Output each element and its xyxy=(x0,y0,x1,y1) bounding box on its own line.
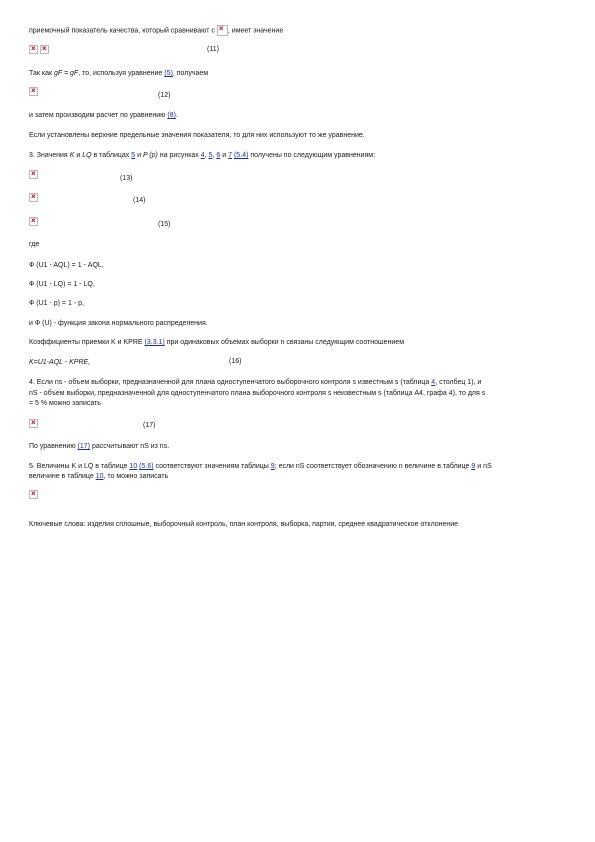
paragraph-text: По уравнению xyxy=(29,443,76,450)
paragraph-6-line-2 xyxy=(29,472,168,481)
broken-image-icon xyxy=(217,25,228,36)
paragraph-text: и xyxy=(222,152,227,159)
table-link[interactable]: 9 xyxy=(270,463,275,470)
paragraph-4 xyxy=(29,378,569,387)
formula-line: Ф (U1 - AQL) = 1 - AQL, xyxy=(29,262,104,269)
paragraph-text: , то можно записать xyxy=(103,473,169,480)
paragraph-text: , имеет значение xyxy=(227,27,284,35)
formula-text: K=U1-AQL - KPRE, xyxy=(29,359,91,366)
broken-image-icon xyxy=(29,45,38,54)
paragraph-text: , то, используя уравнение xyxy=(78,70,163,77)
equation-link[interactable]: (8) xyxy=(167,112,176,119)
paragraph-text: на рисунках xyxy=(159,152,199,159)
formula-text: gF = gF xyxy=(54,70,79,77)
keywords: Ключевые слова: изделия сплошные, выборочный контроль, план контроля, выборка, партия, среднее квадратическое отклонение xyxy=(29,521,459,528)
text-line-1 xyxy=(29,25,283,36)
paragraph-text: 3. Значения xyxy=(29,152,68,159)
figure-link[interactable]: 5 xyxy=(208,152,213,159)
paragraph-text: 4. Если ns - объем выборки, предназначенной для плана одноступенчатого выборочного контроля s известным s (таблица xyxy=(29,379,430,386)
paragraph-text: 5. Величины K и LQ в таблице xyxy=(29,463,128,470)
text-line: и Ф (U) - функция закона нормального распределения. xyxy=(29,320,208,327)
paragraph-text: рассчитывают nS из ns. xyxy=(91,443,170,450)
paragraph-text: соответствуют значениям таблицы xyxy=(155,463,269,470)
formula-text: LQ xyxy=(82,152,92,159)
paragraph-text: величине в таблице xyxy=(29,473,94,480)
paragraph-text: . xyxy=(175,112,178,119)
formula-line: Ф (U1 - LQ) = 1 - LQ, xyxy=(29,281,95,288)
broken-image-icon xyxy=(29,170,38,179)
text-line-3 xyxy=(29,111,178,120)
table-link[interactable]: 10 xyxy=(129,463,138,470)
table-link[interactable]: 10 xyxy=(95,473,104,480)
equation-link[interactable]: (5) xyxy=(164,70,173,77)
text-line-p5 xyxy=(29,442,169,451)
text-where: где xyxy=(29,241,40,248)
table-link[interactable]: 4 xyxy=(431,379,436,386)
text-line-coef xyxy=(29,338,404,347)
paragraph-text: при одинаковых объемах выборки n связаны следующим соотношением xyxy=(166,339,405,346)
broken-image-icon xyxy=(29,490,38,499)
text-line-4: Если установлены верхние предельные значения показателя, то для них используют то же уравнение. xyxy=(29,132,365,139)
paragraph-text: и xyxy=(76,152,81,159)
section-link[interactable]: (5.4) xyxy=(233,152,249,159)
paragraph-text: и nS xyxy=(477,463,492,470)
paragraph-text: в таблицах xyxy=(93,152,130,159)
equation-number: (14) xyxy=(133,197,146,204)
paragraph-text: Так как xyxy=(29,70,53,77)
paragraph-text: , получаем xyxy=(172,70,209,77)
broken-image-icon xyxy=(29,217,38,226)
equation-number: (12) xyxy=(158,92,171,99)
section-link[interactable]: (5.6) xyxy=(139,463,154,470)
broken-image-icon xyxy=(29,419,38,428)
paragraph-text: Коэффициенты приемки K и KPRE xyxy=(29,339,143,346)
equation-number: (15) xyxy=(158,221,171,228)
formula-line xyxy=(29,358,90,367)
paragraph-6 xyxy=(29,462,492,471)
equation-number: (17) xyxy=(143,422,156,429)
paragraph-text: и затем производим расчет по уравнению xyxy=(29,112,166,119)
equation-link[interactable]: (17) xyxy=(77,443,90,450)
text-line-5: 3. Значения K и LQ в таблицах 5 и P (p) на рисунках 4, 5, 6 и 7 (5.4) получены по следующим уравнениям: xyxy=(29,152,376,159)
broken-image-icon xyxy=(29,87,38,96)
equation-number: (13) xyxy=(120,175,133,182)
equation-number: (16) xyxy=(229,358,242,365)
paragraph-text: получены по следующим уравнениям: xyxy=(250,152,376,159)
section-link[interactable]: (3.3.1) xyxy=(144,339,165,346)
table-link[interactable]: 5 xyxy=(131,152,136,159)
text-line-2 xyxy=(29,69,208,78)
paragraph-text: , столбец 1), и xyxy=(435,379,482,386)
paragraph-text: и xyxy=(137,152,141,159)
formula-line: Ф (U1 - p) = 1 - p, xyxy=(29,300,84,307)
paragraph-text: ; если nS соответствует обозначению n величине в таблице xyxy=(274,463,470,470)
figure-link[interactable]: 6 xyxy=(216,152,221,159)
paragraph-4-line-2: nS - объем выборки, предназначенной для одноступенчатого плана выборочного контроля s неизвестным s (таблица A4, графа 4), то для s xyxy=(29,390,486,397)
equation-number: (11) xyxy=(207,46,219,53)
broken-image-icon xyxy=(29,193,38,202)
paragraph-text: приемочный показатель качества, который сравнивают с xyxy=(29,27,215,35)
figure-link[interactable]: 4 xyxy=(200,152,205,159)
broken-image-icon xyxy=(40,45,49,54)
figure-link[interactable]: 7 xyxy=(228,152,232,159)
table-link[interactable]: 9 xyxy=(471,463,476,470)
paragraph-4-line-3: = 5 % можно записать xyxy=(29,400,101,407)
formula-text: P (p) xyxy=(142,152,158,159)
formula-text: K xyxy=(69,152,75,159)
